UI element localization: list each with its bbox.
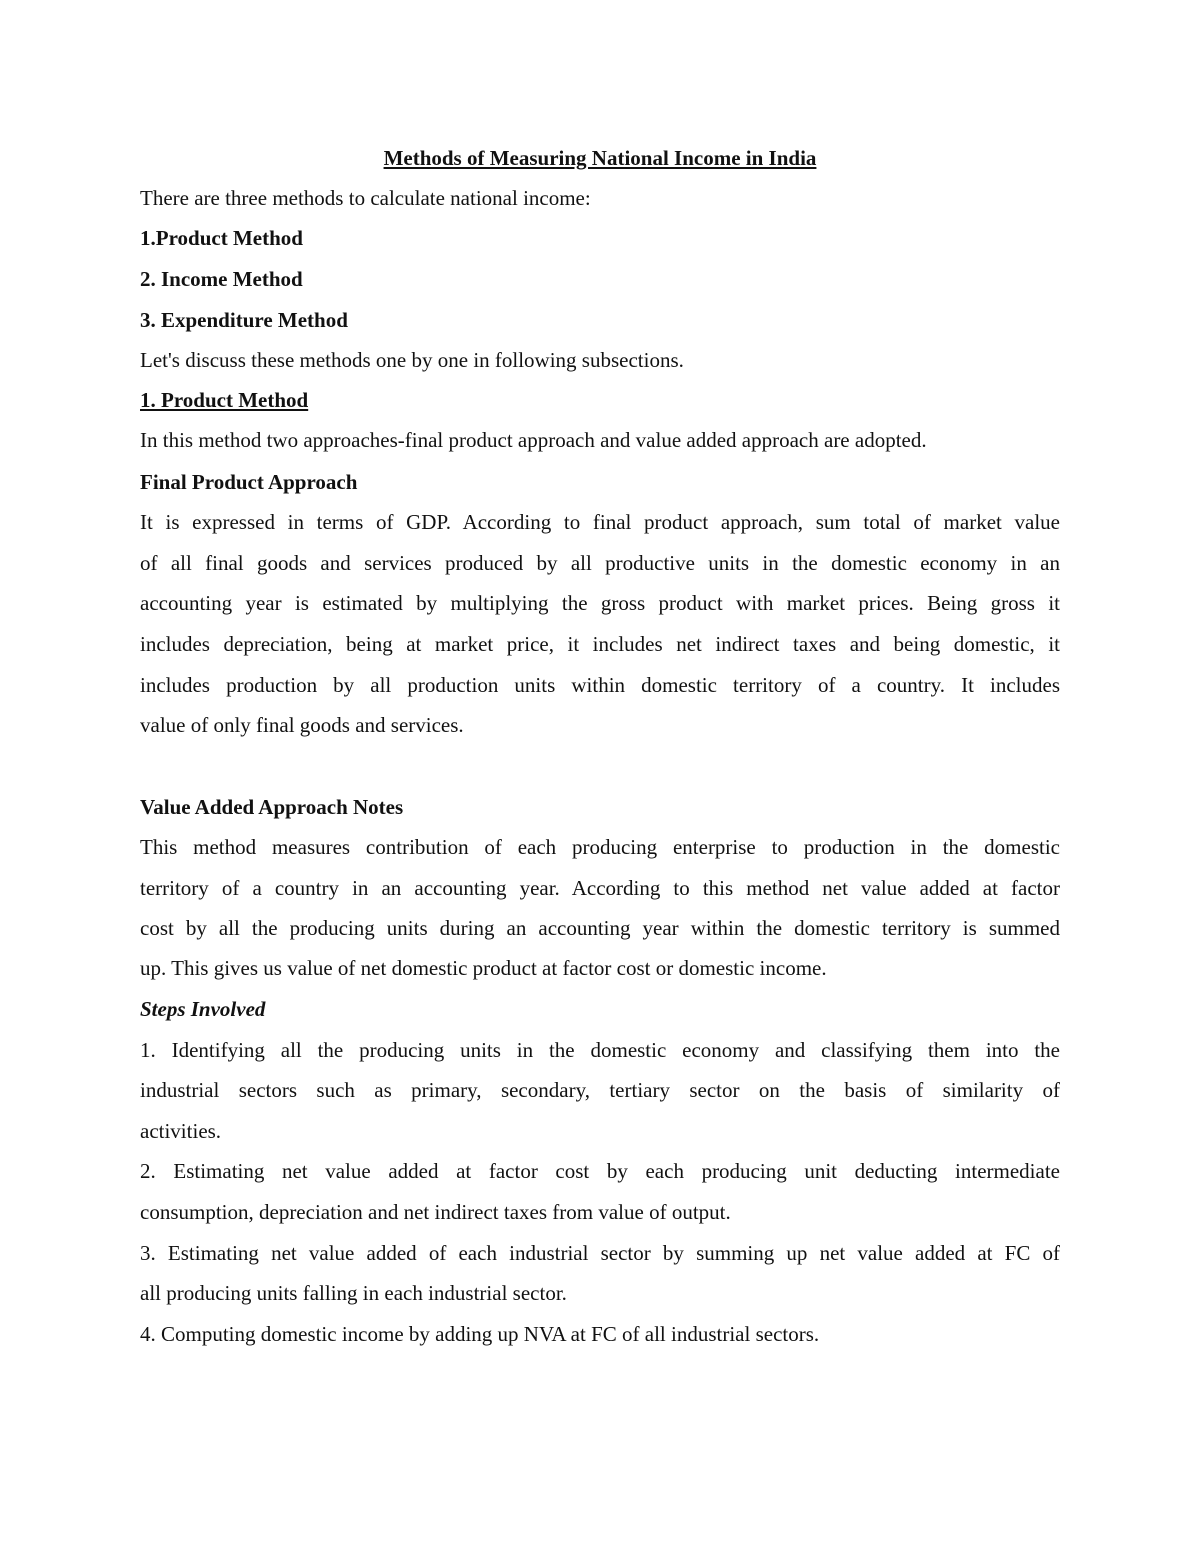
final-product-line: accounting year is estimated by multiplying the gross product with market prices. Being gross it	[140, 591, 1060, 615]
value-added-line: cost by all the producing units during an accounting year within the domestic territory is summed	[140, 916, 1060, 940]
step-line: 2. Estimating net value added at factor cost by each producing unit deducting intermediate	[140, 1159, 1060, 1183]
discuss-text: Let's discuss these methods one by one in following subsections.	[140, 348, 684, 372]
step-line: consumption, depreciation and net indirect taxes from value of output.	[140, 1200, 731, 1224]
final-product-line: value of only final goods and services.	[140, 713, 464, 737]
method-item-income: 2. Income Method	[140, 267, 303, 291]
step-line: 3. Estimating net value added of each industrial sector by summing up net value added at FC of	[140, 1241, 1060, 1265]
final-product-line: includes depreciation, being at market price, it includes net indirect taxes and being domestic, it	[140, 632, 1060, 656]
document-title: Methods of Measuring National Income in India	[383, 146, 817, 170]
step-line: 1. Identifying all the producing units in the domestic economy and classifying them into the	[140, 1038, 1060, 1062]
final-product-line: of all final goods and services produced by all productive units in the domestic economy in an	[140, 551, 1060, 575]
value-added-line: up. This gives us value of net domestic product at factor cost or domestic income.	[140, 956, 827, 980]
section-intro-text: In this method two approaches-final product approach and value added approach are adopted.	[140, 428, 927, 452]
step-line: all producing units falling in each industrial sector.	[140, 1281, 567, 1305]
step-line: industrial sectors such as primary, secondary, tertiary sector on the basis of similarity of	[140, 1078, 1060, 1102]
section-heading-product-method: 1. Product Method	[140, 388, 309, 412]
intro-text: There are three methods to calculate national income:	[140, 186, 591, 210]
final-product-line: It is expressed in terms of GDP. According to final product approach, sum total of market value	[140, 510, 1060, 534]
step-line: activities.	[140, 1119, 222, 1143]
step-line: 4. Computing domestic income by adding up NVA at FC of all industrial sectors.	[140, 1322, 820, 1346]
final-product-line: includes production by all production units within domestic territory of a country. It includes	[140, 673, 1060, 697]
value-added-heading: Value Added Approach Notes	[140, 795, 404, 819]
final-product-heading: Final Product Approach	[140, 470, 358, 494]
steps-heading: Steps Involved	[140, 997, 266, 1021]
value-added-line: territory of a country in an accounting year. According to this method net value added at factor	[140, 876, 1060, 900]
value-added-line: This method measures contribution of each producing enterprise to production in the domestic	[140, 835, 1060, 859]
method-item-product: 1.Product Method	[140, 226, 303, 250]
method-item-expenditure: 3. Expenditure Method	[140, 308, 348, 332]
